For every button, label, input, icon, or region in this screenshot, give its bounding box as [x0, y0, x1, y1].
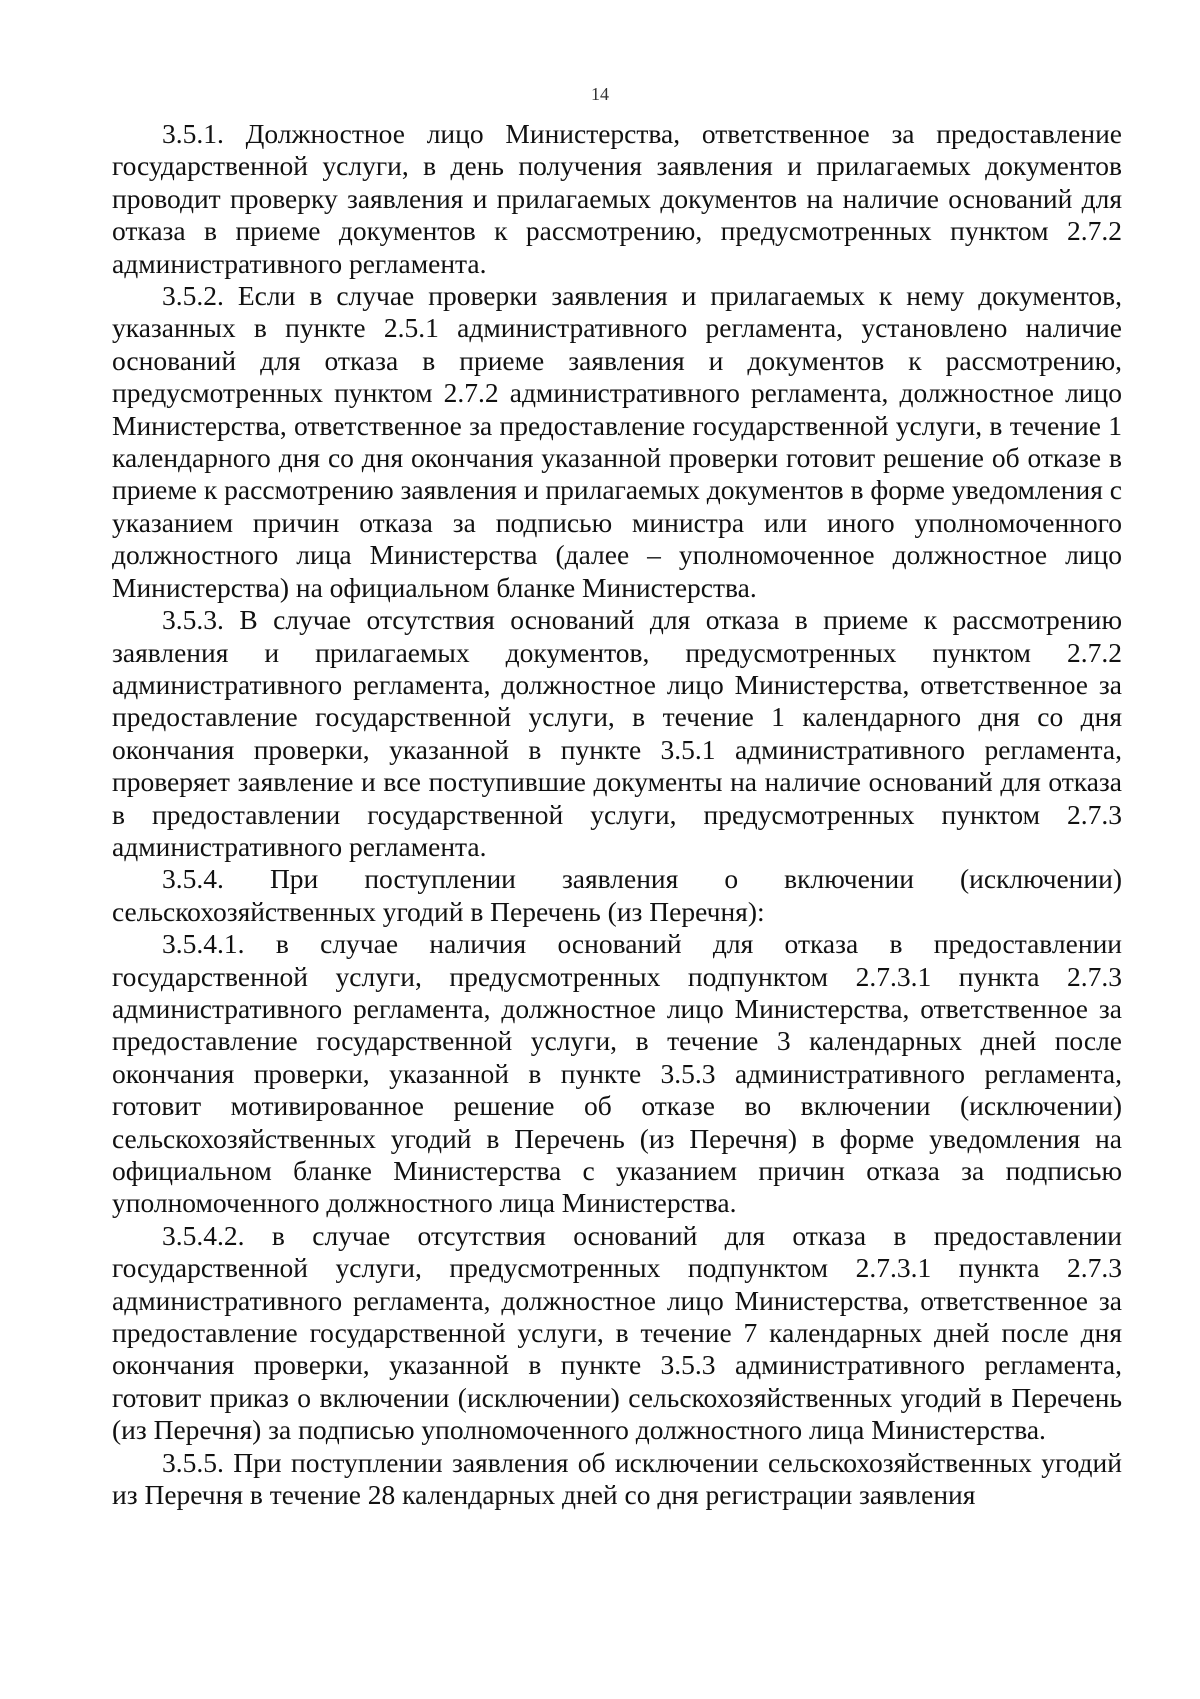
page-number: 14 — [591, 84, 609, 104]
paragraph-3-5-1: 3.5.1. Должностное лицо Министерства, ответственное за предоставление государственной услуги, в день получения заявления и прилагаемых документов проводит проверку заявления и прилагаемых документов на наличие оснований для отказа в приеме документов к рассмотрению, предусмотренных пунктом 2.7.2 административного регламента. — [112, 118, 1122, 279]
document-body — [112, 118, 1122, 1511]
paragraph-3-5-4: 3.5.4. При поступлении заявления о включении (исключении) сельскохозяйственных угодий в Перечень (из Перечня): — [112, 863, 1122, 927]
paragraph-3-5-5: 3.5.5. При поступлении заявления об исключении сельскохозяйственных угодий из Перечня в течение 28 календарных дней со дня регистрации заявления — [112, 1446, 1122, 1511]
paragraph-3-5-2: 3.5.2. Если в случае проверки заявления и прилагаемых к нему документов, указанных в пункте 2.5.1 административного регламента, установлено наличие оснований для отказа в приеме заявления и документов к рассмотрению, предусмотренных пунктом 2.7.2 административного регламента, должностное лицо Министерства, ответственное за предоставление государственной услуги, в течение 1 календарного дня со дня окончания указанной проверки готовит решение об отказе в приеме к рассмотрению заявления и прилагаемых документов в форме уведомления с указанием причин отказа за подписью министра или иного уполномоченного должностного лица Министерства (далее – уполномоченное должностное лицо Министерства) на официальном бланке Министерства. — [112, 280, 1122, 603]
paragraph-3-5-3: 3.5.3. В случае отсутствия оснований для отказа в приеме к рассмотрению заявления и прилагаемых документов, предусмотренных пунктом 2.7.2 административного регламента, должностное лицо Министерства, ответственное за предоставление государственной услуги, в течение 1 календарного дня со дня окончания проверки, указанной в пункте 3.5.1 административного регламента, проверяет заявление и все поступившие документы на наличие оснований для отказа в предоставлении государственной услуги, предусмотренных пунктом 2.7.3 административного регламента. — [112, 604, 1122, 862]
paragraph-3-5-4-1: 3.5.4.1. в случае наличия оснований для отказа в предоставлении государственной услуги, предусмотренных подпунктом 2.7.3.1 пункта 2.7.3 административного регламента, должностное лицо Министерства, ответственное за предоставление государственной услуги, в течение 3 календарных дней после окончания проверки, указанной в пункте 3.5.3 административного регламента, готовит мотивированное решение об отказе во включении (исключении) сельскохозяйственных угодий в Перечень (из Перечня) в форме уведомления на официальном бланке Министерства с указанием причин отказа за подписью уполномоченного должностного лица Министерства. — [112, 928, 1122, 1219]
paragraph-3-5-4-2: 3.5.4.2. в случае отсутствия оснований для отказа в предоставлении государственной услуги, предусмотренных подпунктом 2.7.3.1 пункта 2.7.3 административного регламента, должностное лицо Министерства, ответственное за предоставление государственной услуги, в течение 7 календарных дней после дня окончания проверки, указанной в пункте 3.5.3 административного регламента, готовит приказ о включении (исключении) сельскохозяйственных угодий в Перечень (из Перечня) за подписью уполномоченного должностного лица Министерства. — [112, 1219, 1122, 1446]
